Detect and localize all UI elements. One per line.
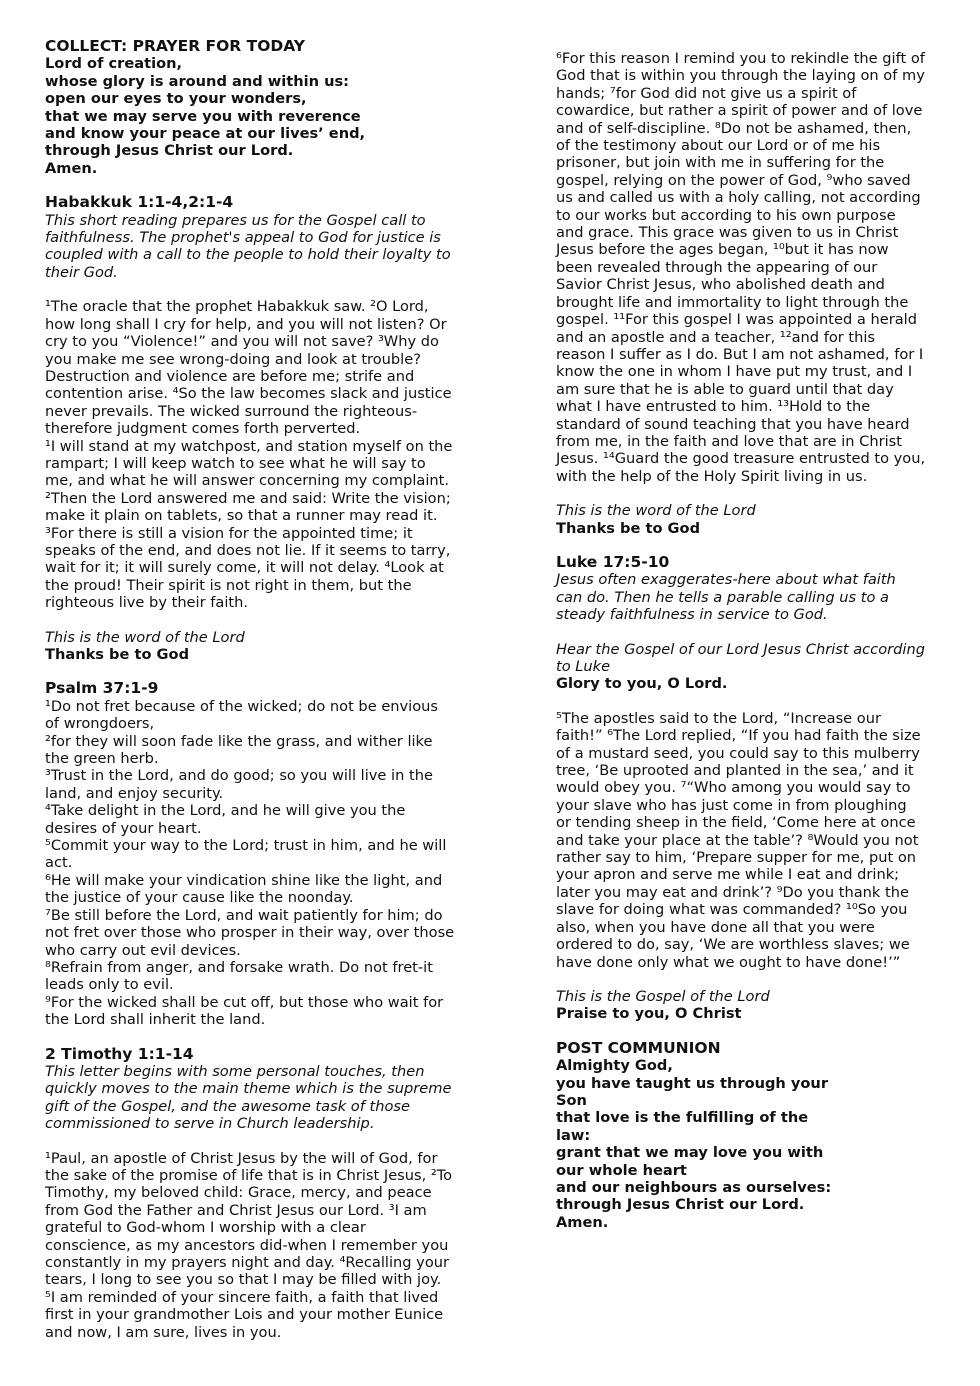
psalm-verse: ¹Do not fret because of the wicked; do not be envious of wrongdoers, bbox=[45, 697, 439, 733]
right-column bbox=[556, 50, 926, 1231]
habakkuk-section bbox=[45, 194, 455, 663]
luke-section bbox=[556, 554, 926, 1023]
timothy-intro: This letter begins with some personal touches, then quickly moves to the main theme which is the supreme gift of the Gospel, and the awesome task of those commissioned to serve in Church leadership. bbox=[45, 1062, 452, 1133]
left-column bbox=[45, 38, 455, 1341]
post-communion-line: that love is the fulfilling of the law: bbox=[556, 1109, 809, 1144]
luke-announcement-bold: Glory to you, O Lord. bbox=[556, 675, 728, 693]
post-communion-section bbox=[556, 1040, 926, 1231]
post-communion-line: Amen. bbox=[556, 1213, 609, 1231]
collect-line: that we may serve you with reverence bbox=[45, 107, 361, 125]
timothy-section bbox=[45, 1046, 455, 1342]
psalm-verse: ⁷Be still before the Lord, and wait patiently for him; do not fret over those who prosper in their way, over those who carry out evil devices. bbox=[45, 906, 455, 959]
collect-line: open our eyes to your wonders, bbox=[45, 90, 307, 108]
timothy-paragraph-1: ¹Paul, an apostle of Christ Jesus by the will of God, for the sake of the promise of life that is in Christ Jesus, ²To Timothy, my beloved child: Grace, mercy, and peace from God the Father and Christ Jesus our Lord. ³I am grateful to God-whom I worship with a clear conscience, as my ancestors did-when I remember you constantly in my prayers night and day. ⁴Recalling your tears, I long to see you so that I may be filled with joy. ⁵I am reminded of your sincere faith, a faith that lived first in your grandmother Lois and your mother Eunice and now, I am sure, lives in you. bbox=[45, 1149, 453, 1341]
luke-response-italic: This is the Gospel of the Lord bbox=[556, 987, 770, 1005]
collect-line: whose glory is around and within us: bbox=[45, 72, 349, 90]
luke-title: Luke 17:5-10 bbox=[556, 552, 670, 571]
post-communion-line: through Jesus Christ our Lord. bbox=[556, 1196, 805, 1214]
collect-line: through Jesus Christ our Lord. bbox=[45, 142, 294, 160]
post-communion-line: and our neighbours as ourselves: bbox=[556, 1178, 832, 1196]
timothy-response-bold: Thanks be to God bbox=[556, 519, 701, 537]
timothy-paragraph-2: ⁶For this reason I remind you to rekindle the gift of God that is within you through the laying on of my hands; ⁷for God did not give us a spirit of cowardice, but rather a spirit of power and of love and of self-discipline. ⁸Do not be ashamed, then, of the testimony about our Lord or of me his prisoner, but join with me in suffering for the gospel, relying on the power of God, ⁹who saved us and called us with a holy calling, not according to our works but according to his own purpose and grace. This grace was given to us in Christ Jesus before the ages began, ¹⁰but it has now been revealed through the appearing of our Savior Christ Jesus, who abolished death and brought life and immortality to light through the gospel. ¹¹For this gospel I was appointed a herald and an apostle and a teacher, ¹²and for this reason I suffer as I do. But I am not ashamed, for I know the one in whom I have put my trust, and I am sure that he is able to guard until that day what I have entrusted to him. ¹³Hold to the standard of sound teaching that you have heard from me, in the faith and love that are in Christ Jesus. ¹⁴Guard the good treasure entrusted to you, with the help of the Holy Spirit living in us. bbox=[556, 50, 926, 485]
luke-response-bold: Praise to you, O Christ bbox=[556, 1005, 742, 1023]
post-communion-line: you have taught us through your Son bbox=[556, 1074, 829, 1109]
collect-line: Lord of creation, bbox=[45, 55, 183, 73]
post-communion-line: Almighty God, bbox=[556, 1057, 673, 1075]
psalm-verse: ⁴Take delight in the Lord, and he will give you the desires of your heart. bbox=[45, 802, 406, 837]
habakkuk-response-italic: This is the word of the Lord bbox=[45, 628, 245, 646]
timothy-title: 2 Timothy 1:1-14 bbox=[45, 1044, 194, 1063]
post-communion-line: grant that we may love you with our whole heart bbox=[556, 1144, 824, 1179]
habakkuk-paragraph-2: ¹I will stand at my watchpost, and station myself on the rampart; I will keep watch to see what he will say to me, and what he will answer concerning my complaint. ²Then the Lord answered me and said: Write the vision; make it plain on tablets, so that a runner may read it. ³For there is still a vision for the appointed time; it speaks of the end, and does not lie. If it seems to tarry, wait for it; it will surely come, it will not delay. ⁴Look at the proud! Their spirit is not right in them, but the righteous live by their faith. bbox=[45, 437, 453, 612]
psalm-title: Psalm 37:1-9 bbox=[45, 679, 159, 698]
habakkuk-paragraph-1: ¹The oracle that the prophet Habakkuk saw. ²O Lord, how long shall I cry for help, and you will not listen? Or cry to you “Violence!” and you will not save? ³Why do you make me see wrong-doing and look at trouble? Destruction and violence are before me; strife and contention arise. ⁴So the law becomes slack and justice never prevails. The wicked surround the righteous-therefore judgment comes forth perverted. bbox=[45, 298, 452, 438]
habakkuk-title: Habakkuk 1:1-4,2:1-4 bbox=[45, 193, 234, 212]
psalm-verse: ²for they will soon fade like the grass, and wither like the green herb. bbox=[45, 732, 433, 768]
luke-announcement-italic: Hear the Gospel of our Lord Jesus Christ according to Luke bbox=[556, 640, 925, 675]
collect-line: Amen. bbox=[45, 159, 98, 177]
psalm-verse: ³Trust in the Lord, and do good; so you will live in the land, and enjoy security. bbox=[45, 767, 433, 802]
timothy-continued-section bbox=[556, 50, 926, 537]
psalm-section bbox=[45, 680, 455, 1028]
psalm-verse: ⁶He will make your vindication shine like the light, and the justice of your cause like the noonday. bbox=[45, 871, 443, 907]
luke-intro: Jesus often exaggerates-here about what faith can do. Then he tells a parable calling us to a steady faithfulness in service to God. bbox=[556, 571, 896, 624]
collect-section bbox=[45, 38, 455, 177]
luke-paragraph: ⁵The apostles said to the Lord, “Increase our faith!” ⁶The Lord replied, “If you had faith the size of a mustard seed, you could say to this mulberry tree, ‘Be uprooted and planted in the sea,’ and it would obey you. ⁷“Who among you would say to your slave who has just come in from ploughing or tending sheep in the field, ‘Come here at once and take your place at the table’? ⁸Would you not rather say to him, ‘Prepare supper for me, put on your apron and serve me while I eat and drink; later you may eat and drink’? ⁹Do you thank the slave for doing what was commanded? ¹⁰So you also, when you have done all that you were ordered to do, say, ‘We are worthless slaves; we have done only what we ought to have done!’” bbox=[556, 709, 921, 971]
collect-prayer bbox=[45, 55, 455, 177]
psalm-verse: ⁸Refrain from anger, and forsake wrath. Do not fret-it leads only to evil. bbox=[45, 958, 433, 994]
psalm-verse: ⁵Commit your way to the Lord; trust in him, and he will act. bbox=[45, 837, 447, 872]
habakkuk-response-bold: Thanks be to God bbox=[45, 646, 190, 663]
post-communion-prayer bbox=[556, 1057, 846, 1231]
timothy-response-italic: This is the word of the Lord bbox=[556, 502, 756, 520]
post-communion-title: POST COMMUNION bbox=[556, 1038, 721, 1057]
habakkuk-intro: This short reading prepares us for the Gospel call to faithfulness. The prophet's appeal to God for justice is coupled with a call to the people to hold their loyalty to their God. bbox=[45, 211, 451, 281]
psalm-verse: ⁹For the wicked shall be cut off, but those who wait for the Lord shall inherit the land. bbox=[45, 993, 444, 1029]
collect-line: and know your peace at our lives’ end, bbox=[45, 125, 366, 143]
collect-title: COLLECT: PRAYER FOR TODAY bbox=[45, 37, 305, 55]
